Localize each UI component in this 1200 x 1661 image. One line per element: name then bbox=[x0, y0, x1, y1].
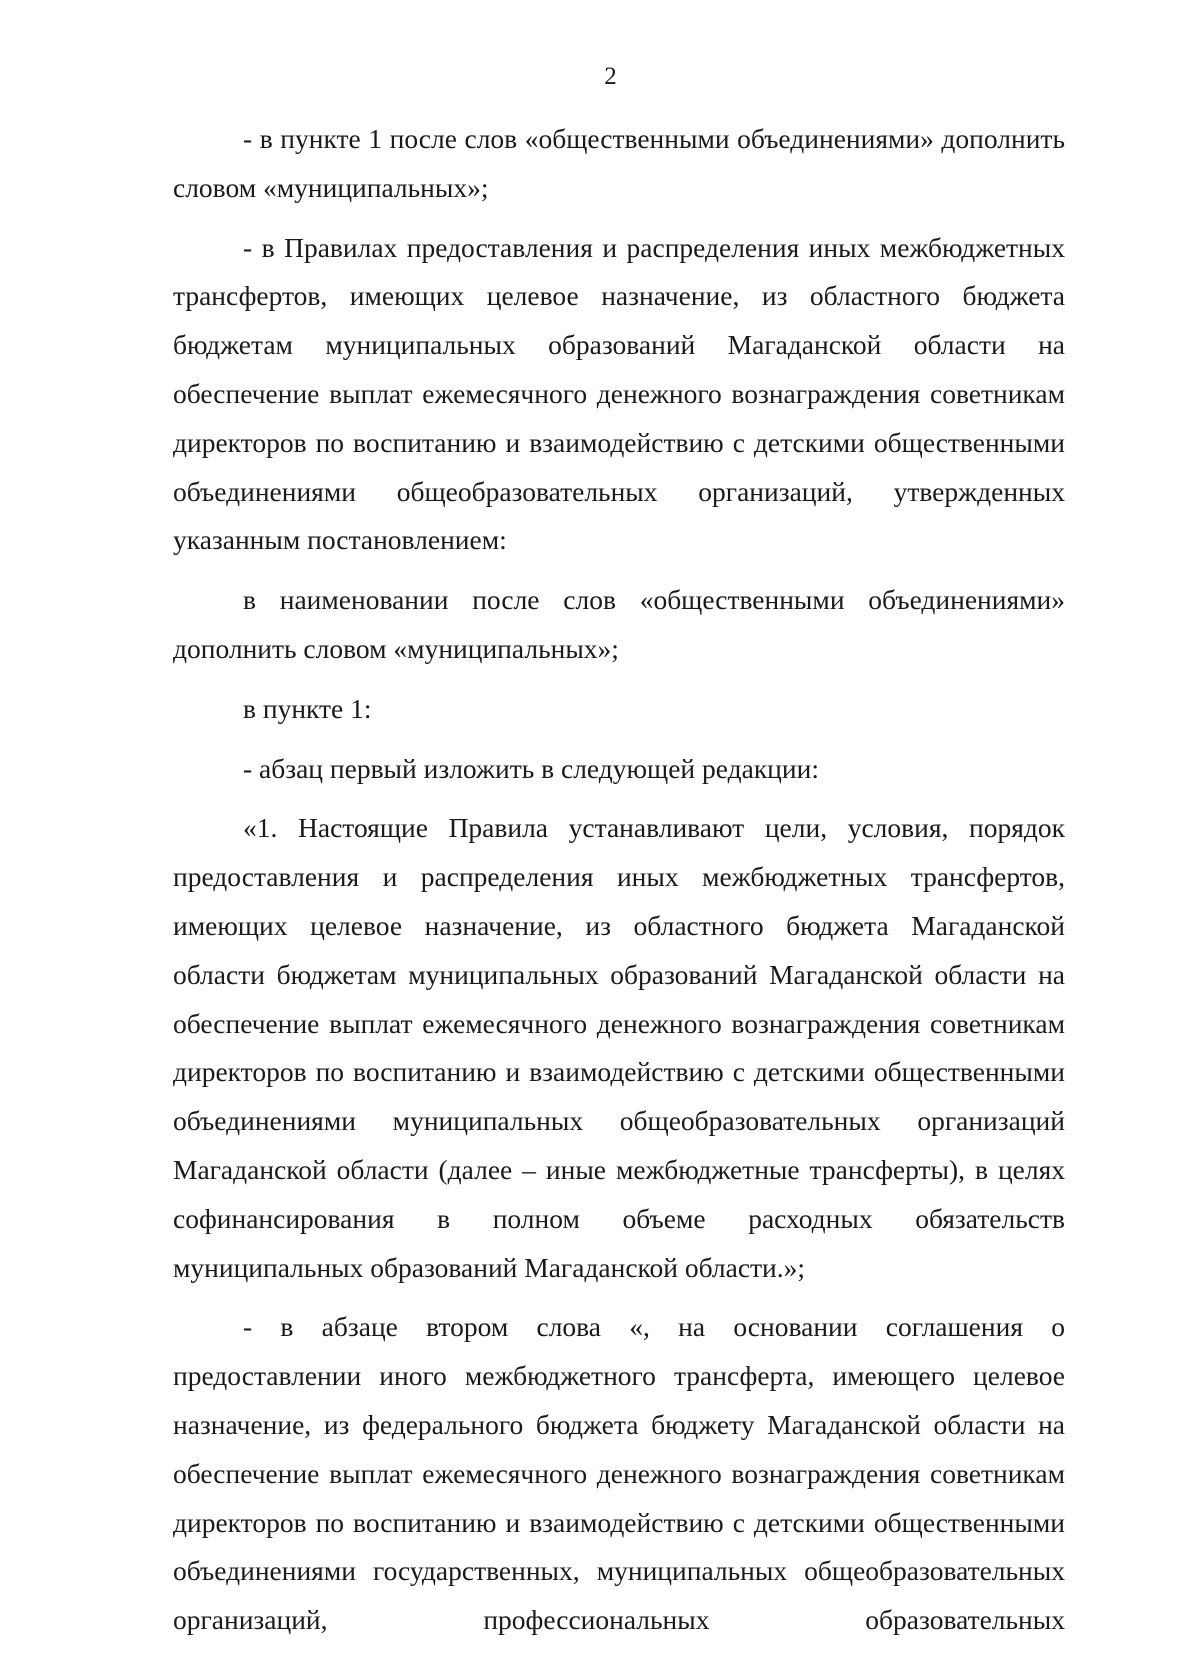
paragraph-1: - в пункте 1 после слов «общественными объединениями» дополнить словом «муниципальных»; bbox=[173, 123, 1065, 203]
paragraph-4: в пункте 1: bbox=[243, 692, 372, 724]
paragraph-6: «1. Настоящие Правила устанавливают цели, условия, порядок предоставления и распределения иных межбюджетных трансфертов, имеющих целевое назначение, из областного бюджета Магаданской области бюджетам муниципальных образований Магаданской области на обеспечение выплат ежемесячного денежного вознаграждения советникам директоров по воспитанию и взаимодействию с детскими общественными объединениями муниципальных общеобразовательных организаций Магаданской области (далее – иные межбюджетные трансферты), в целях софинансирования в полном объеме расходных обязательств муниципальных образований Магаданской области.»; bbox=[173, 812, 1065, 1283]
paragraph-3: в наименовании после слов «общественными объединениями» дополнить словом «муниципальных»; bbox=[173, 584, 1065, 664]
document-body bbox=[173, 115, 1065, 1656]
page-number: 2 bbox=[604, 63, 617, 90]
paragraph-5: - абзац первый изложить в следующей редакции: bbox=[243, 752, 819, 784]
paragraph-7: - в абзаце втором слова «, на основании соглашения о предоставлении иного межбюджетного трансферта, имеющего целевое назначение, из федерального бюджета бюджету Магаданской области на обеспечение выплат ежемесячного денежного вознаграждения советникам директоров по воспитанию и взаимодействию с детскими общественными объединениями государственных, муниципальных общеобразовательных организаций, профессиональных образовательных bbox=[173, 1311, 1065, 1636]
paragraph-2: - в Правилах предоставления и распределения иных межбюджетных трансфертов, имеющих целевое назначение, из областного бюджета бюджетам муниципальных образований Магаданской области на обеспечение выплат ежемесячного денежного вознаграждения советникам директоров по воспитанию и взаимодействию с детскими общественными объединениями общеобразовательных организаций, утвержденных указанным постановлением: bbox=[173, 231, 1065, 556]
